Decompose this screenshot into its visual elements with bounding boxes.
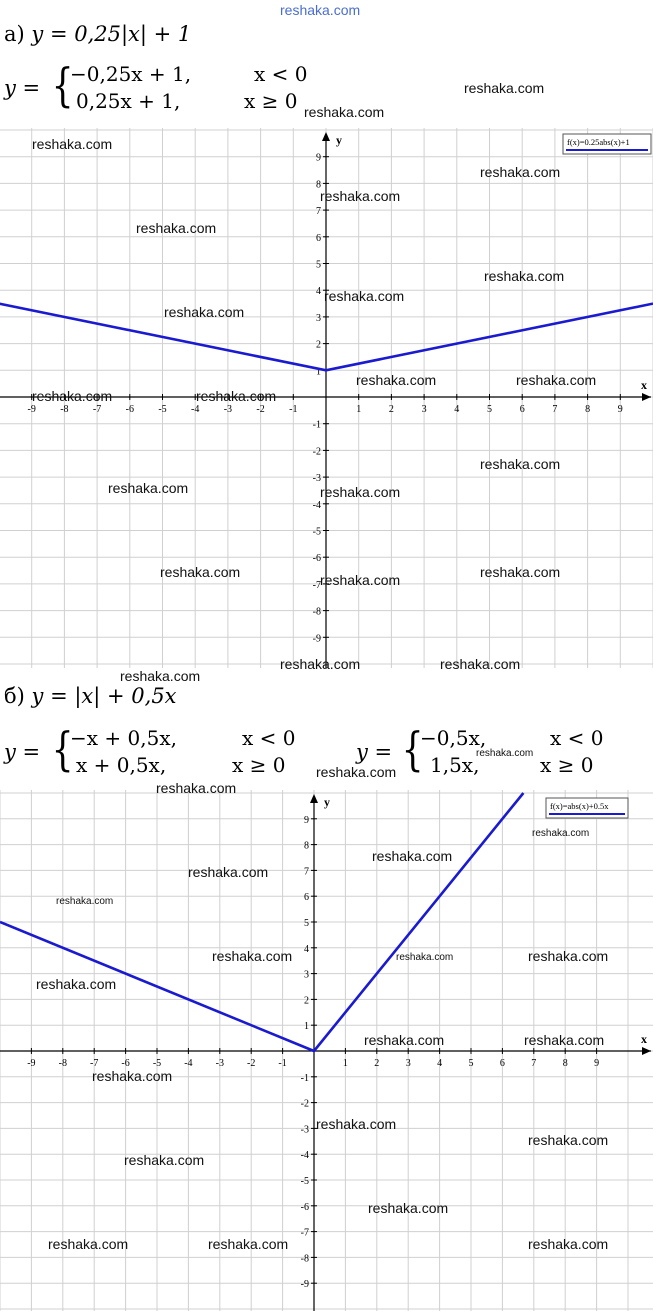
part-a-case2-expr: 0,25x + 1, — [76, 89, 181, 113]
part-b-s1-case1-cond: x < 0 — [242, 726, 296, 750]
part-a-case1-cond: x < 0 — [254, 62, 308, 86]
y-tick-label: -1 — [312, 419, 321, 431]
x-tick-label: -8 — [60, 404, 69, 415]
x-tick-label: -7 — [90, 1058, 99, 1069]
watermark: reshaka.com — [32, 388, 113, 404]
site-header-link[interactable]: reshaka.com — [280, 2, 361, 18]
part-b-brace1: { — [51, 722, 74, 776]
y-tick-label: -9 — [312, 633, 321, 645]
y-tick-label: 5 — [304, 918, 309, 929]
y-tick-label: -5 — [300, 1176, 309, 1187]
x-tick-label: -1 — [278, 1058, 287, 1069]
part-a-heading — [4, 22, 191, 46]
x-tick-label: 5 — [487, 404, 492, 415]
x-tick-label: -5 — [152, 1058, 162, 1069]
x-tick-label: -6 — [125, 404, 134, 415]
watermark: reshaka.com — [320, 572, 401, 588]
part-a-formula: y = 0,25|x| + 1 — [31, 22, 192, 46]
watermark: reshaka.com — [196, 388, 277, 404]
y-axis-label: y — [336, 133, 342, 147]
x-tick-label: 4 — [437, 1058, 443, 1069]
x-axis-label: x — [641, 378, 647, 392]
part-a-brace: { — [51, 58, 74, 112]
x-tick-label: -4 — [184, 1058, 193, 1069]
watermark: reshaka.com — [156, 780, 237, 796]
part-b-system2-lhs — [356, 740, 392, 764]
part-b-s1-case1-expr: −x + 0,5x, — [70, 726, 177, 750]
part-b-system2-lhs-text: y = — [356, 740, 393, 764]
watermark: reshaka.com — [316, 1116, 397, 1132]
part-a-system-lhs — [4, 76, 40, 100]
part-a-label: а) — [4, 22, 25, 46]
part-b-system1-lhs-text: y = — [4, 740, 41, 764]
y-tick-label: -2 — [300, 1098, 309, 1110]
part-b-s2-case1-expr: −0,5x, — [420, 726, 487, 750]
watermark: reshaka.com — [480, 564, 561, 580]
watermark: reshaka.com — [516, 372, 597, 388]
watermark: reshaka.com — [532, 828, 590, 839]
part-b-brace2: { — [401, 722, 424, 776]
y-tick-label: 4 — [304, 943, 309, 955]
y-tick-label: -5 — [312, 526, 321, 538]
watermark: reshaka.com — [108, 480, 189, 496]
y-tick-label: 1 — [304, 1021, 309, 1033]
watermark: reshaka.com — [480, 164, 561, 180]
x-axis-arrow — [642, 393, 651, 401]
watermark: reshaka.com — [208, 1236, 289, 1252]
x-tick-label: 9 — [594, 1058, 600, 1069]
watermark: reshaka.com — [528, 948, 609, 964]
watermark: reshaka.com — [120, 668, 201, 684]
part-a-lhs-text: y = — [4, 76, 41, 100]
x-tick-label: 1 — [356, 404, 362, 415]
x-tick-label: -1 — [289, 404, 298, 415]
x-tick-label: -7 — [92, 404, 102, 415]
y-tick-label: 3 — [316, 312, 321, 324]
y-axis-arrow — [310, 794, 318, 803]
y-tick-label: -9 — [300, 1279, 309, 1291]
x-tick-label: 8 — [562, 1058, 568, 1069]
y-tick-label: 1 — [316, 366, 321, 378]
watermark: reshaka.com — [440, 656, 521, 672]
y-tick-label: 6 — [316, 232, 321, 244]
part-a-case2-cond: x ≥ 0 — [244, 89, 298, 113]
y-tick-label: 2 — [316, 339, 321, 351]
x-tick-label: 6 — [519, 404, 525, 415]
x-tick-label: 4 — [454, 404, 460, 415]
watermark: reshaka.com — [56, 896, 114, 907]
y-tick-label: -7 — [312, 579, 321, 591]
watermark: reshaka.com — [368, 1200, 449, 1216]
part-b-formula: y = |x| + 0,5x — [31, 684, 177, 708]
x-tick-label: 7 — [531, 1058, 537, 1069]
x-tick-label: 6 — [499, 1058, 505, 1069]
x-tick-label: 8 — [585, 404, 591, 415]
y-tick-label: -8 — [312, 606, 321, 618]
y-tick-label: 3 — [304, 969, 309, 981]
watermark: reshaka.com — [164, 304, 245, 320]
x-tick-label: -3 — [223, 404, 233, 415]
watermark: reshaka.com — [320, 188, 401, 204]
x-tick-label: 2 — [374, 1058, 380, 1069]
watermark: reshaka.com — [320, 484, 401, 500]
part-b-system1-lhs — [4, 740, 40, 764]
x-tick-label: 9 — [617, 404, 623, 415]
watermark: reshaka.com — [476, 748, 534, 759]
y-tick-label: -6 — [300, 1201, 309, 1213]
y-tick-label: 6 — [304, 892, 309, 904]
part-b-s2-case2-cond: x ≥ 0 — [540, 753, 594, 777]
x-tick-label: -5 — [158, 404, 167, 415]
y-tick-label: -4 — [312, 499, 321, 511]
watermark: reshaka.com — [484, 268, 565, 284]
part-b-s1-case2-expr: x + 0,5x, — [76, 753, 167, 777]
x-tick-label: -4 — [191, 404, 200, 415]
part-a-case1-expr: −0,25x + 1, — [70, 62, 192, 86]
y-tick-label: 9 — [304, 814, 309, 826]
part-b-s2-case1-cond: x < 0 — [550, 726, 604, 750]
y-tick-label: 7 — [304, 866, 309, 878]
watermark: reshaka.com — [92, 1068, 173, 1084]
watermark: reshaka.com — [124, 1152, 205, 1168]
x-tick-label: -6 — [121, 1058, 130, 1069]
part-b-s1-case2-cond: x ≥ 0 — [232, 753, 286, 777]
x-tick-label: -9 — [27, 404, 36, 415]
y-tick-label: 4 — [316, 286, 321, 298]
y-axis-arrow — [322, 132, 330, 141]
x-tick-label: -2 — [256, 404, 265, 415]
x-tick-label: -3 — [215, 1058, 224, 1069]
watermark: reshaka.com — [280, 656, 361, 672]
watermark: reshaka.com — [464, 80, 545, 96]
x-tick-label: -8 — [58, 1058, 67, 1069]
x-tick-label: 3 — [421, 404, 427, 415]
y-tick-label: -4 — [300, 1150, 309, 1162]
watermark: reshaka.com — [304, 104, 385, 120]
watermark: reshaka.com — [212, 948, 293, 964]
x-axis-label: x — [641, 1032, 647, 1046]
chart-b — [0, 790, 653, 1311]
y-tick-label: 2 — [304, 995, 309, 1007]
y-tick-label: -3 — [312, 473, 321, 485]
watermark: reshaka.com — [364, 1032, 445, 1048]
watermark: reshaka.com — [396, 952, 454, 963]
x-tick-label: 2 — [388, 404, 394, 415]
part-b-heading — [4, 684, 177, 708]
y-tick-label: 9 — [316, 152, 321, 164]
y-tick-label: -6 — [312, 553, 321, 565]
watermark: reshaka.com — [528, 1132, 609, 1148]
watermark: reshaka.com — [160, 564, 241, 580]
y-axis-label: y — [324, 795, 330, 809]
y-tick-label: -3 — [300, 1124, 309, 1136]
watermark: reshaka.com — [36, 976, 117, 992]
x-tick-label: -2 — [247, 1058, 256, 1069]
y-tick-label: -8 — [300, 1253, 309, 1265]
legend-label: f(x)=abs(x)+0.5x — [550, 801, 609, 811]
x-axis-arrow — [642, 1047, 651, 1055]
watermark: reshaka.com — [356, 372, 437, 388]
watermark: reshaka.com — [480, 456, 561, 472]
watermark: reshaka.com — [316, 764, 397, 780]
y-tick-label: -7 — [300, 1227, 309, 1239]
y-tick-label: 7 — [316, 206, 321, 218]
watermark: reshaka.com — [528, 1236, 609, 1252]
y-tick-label: -1 — [300, 1072, 309, 1084]
watermark: reshaka.com — [48, 1236, 129, 1252]
watermark: reshaka.com — [372, 848, 453, 864]
watermark: reshaka.com — [324, 288, 405, 304]
watermark: reshaka.com — [32, 136, 113, 152]
x-tick-label: 3 — [405, 1058, 411, 1069]
y-tick-label: 8 — [304, 840, 309, 852]
part-b-s2-case2-expr: 1,5x, — [430, 753, 480, 777]
y-tick-label: -2 — [312, 446, 321, 458]
x-tick-label: -9 — [27, 1058, 36, 1069]
watermark: reshaka.com — [136, 220, 217, 236]
watermark: reshaka.com — [188, 864, 269, 880]
x-tick-label: 1 — [342, 1058, 348, 1069]
watermark: reshaka.com — [524, 1032, 605, 1048]
legend-label: f(x)=0.25abs(x)+1 — [567, 137, 630, 147]
x-tick-label: 5 — [468, 1058, 474, 1069]
y-tick-label: 8 — [316, 179, 321, 191]
y-tick-label: 5 — [316, 259, 321, 271]
part-b-label: б) — [4, 684, 25, 708]
x-tick-label: 7 — [552, 404, 558, 415]
